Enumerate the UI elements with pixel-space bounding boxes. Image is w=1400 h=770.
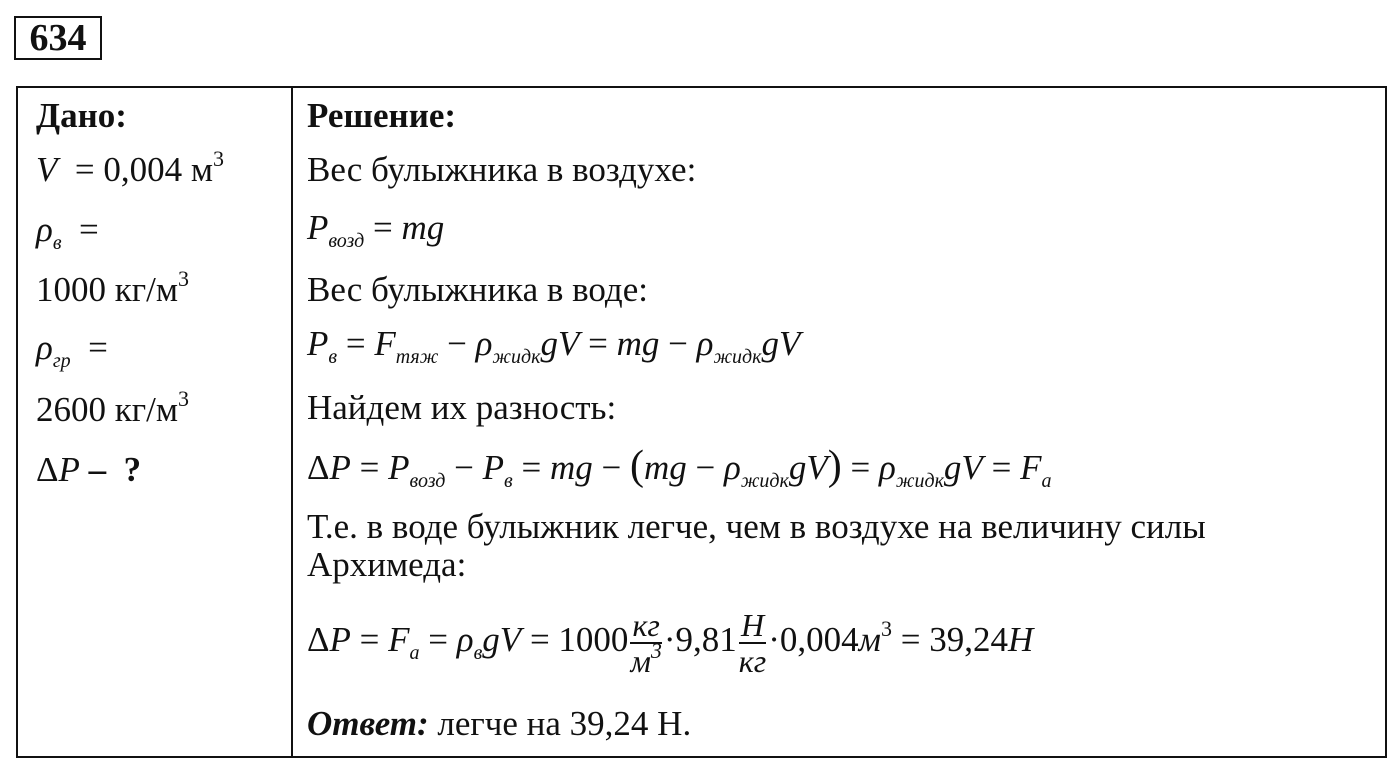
weight-water-label: Вес булыжника в воде: — [307, 270, 648, 309]
given-water-density-eq: = — [79, 210, 99, 249]
given-water-density-value: 1000 $кг/м^3$ — [36, 266, 189, 309]
problem-number: 634 — [14, 16, 102, 60]
water-density-text: 1000 кг/м — [36, 270, 178, 309]
given-granite-density: $\rho_{гр}$ = — [36, 328, 108, 372]
solution-heading: Решение: — [307, 96, 457, 135]
given-heading: Дано: — [36, 96, 127, 135]
explanation: Т.е. в воде булыжник легче, чем в воздухе на величину силы Архимеда: — [307, 507, 1206, 584]
answer-label: Ответ: — [307, 704, 429, 743]
fraction-kg-m3: $\frac{кг}{м^3}$ — [630, 607, 662, 679]
answer-line — [307, 704, 691, 744]
fraction-n-kg: $\frac{Н}{кг}$ — [738, 607, 767, 679]
formula-weight-water: $P_в = F_{тяж} - \rho_{жидк}gV$ = mg − $\rho_{жидк}gV$ — [307, 324, 801, 368]
given-water-density: $\rho_в$ = — [36, 210, 99, 254]
solution-table — [16, 86, 1387, 758]
given-volume-value: = 0,004 м — [74, 150, 214, 189]
given-granite-density-eq: = — [88, 328, 108, 367]
weight-air-label: Вес булыжника в воздухе: — [307, 150, 697, 189]
given-column — [18, 88, 290, 756]
answer-text: легче на 39,24 Н. — [437, 704, 692, 743]
given-volume: V = 0,004 $м^3$ — [36, 146, 225, 189]
granite-density-text: 2600 кг/м — [36, 390, 178, 429]
formula-difference: $\Delta P = P_{возд} - P_в$ = mg − $(mg - \rho_{жидк}gV) = \rho_{жидк}gV = F_а$ — [307, 443, 1052, 492]
find-mark: ? — [123, 450, 142, 489]
formula-result: $\Delta P = F_а = \rho_вgV = 1000$ $\frac{кг}{м^3}$ ·9,81 $\frac{Н}{кг}$ $\cdot 0,004м^3 = 39,24Н$ — [307, 607, 1034, 679]
given-granite-density-value: 2600 $кг/м^3$ — [36, 386, 189, 429]
given-find: ΔP – ? — [36, 450, 142, 489]
solution-column — [293, 88, 1385, 756]
difference-label: Найдем их разность: — [307, 388, 617, 427]
formula-weight-air: $P_{возд}$ = mg — [307, 208, 445, 252]
